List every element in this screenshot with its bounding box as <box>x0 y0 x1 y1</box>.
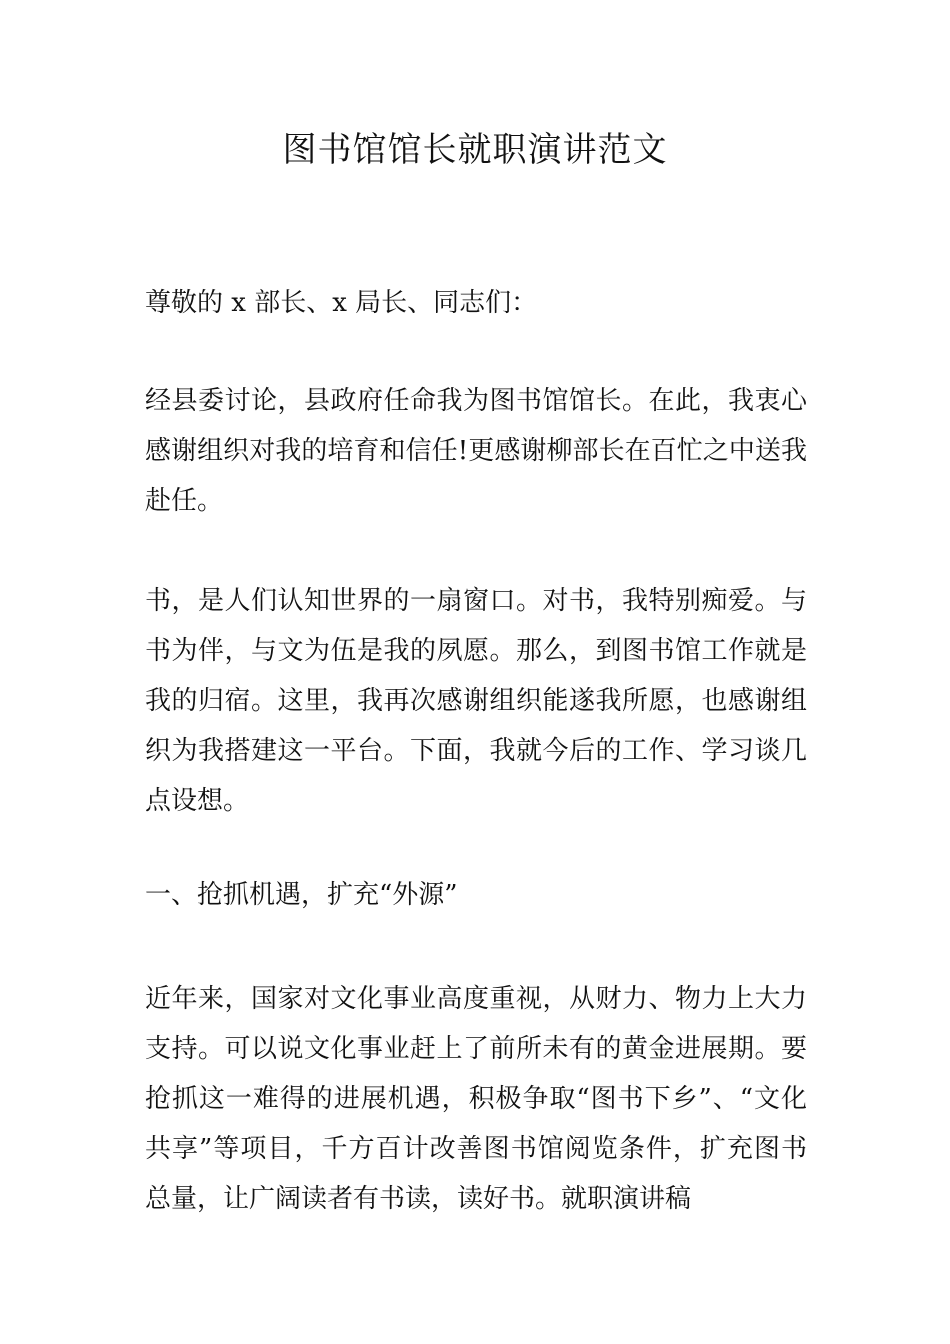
paragraph-books: 书，是人们认知世界的一扇窗口。对书，我特别痴爱。与书为伴，与文为伍是我的夙愿。那么，到图书馆工作就是我的归宿。这里，我再次感谢组织能遂我所愿，也感谢组织为我搭建这一平台。下面，我就今后的工作、学习谈几点设想。 <box>145 586 807 816</box>
document-title: 图书馆馆长就职演讲范文 <box>282 130 668 170</box>
paragraph-appointment: 经县委讨论，县政府任命我为图书馆馆长。在此，我衷心感谢组织对我的培育和信任!更感谢柳部长在百忙之中送我赴任。 <box>145 386 807 516</box>
paragraph-opportunity: 近年来，国家对文化事业高度重视，从财力、物力上大力支持。可以说文化事业赶上了前所未有的黄金进展期。要抢抓这一难得的进展机遇，积极争取“图书下乡”、“文化共享”等项目，千方百计改善图书馆阅览条件，扩充图书总量，让广阔读者有书读，读好书。就职演讲稿 <box>145 984 807 1214</box>
salutation: 尊敬的 x 部长、x 局长、同志们： <box>145 288 538 318</box>
section-heading: 一、抢抓机遇，扩充“外源” <box>145 880 458 910</box>
